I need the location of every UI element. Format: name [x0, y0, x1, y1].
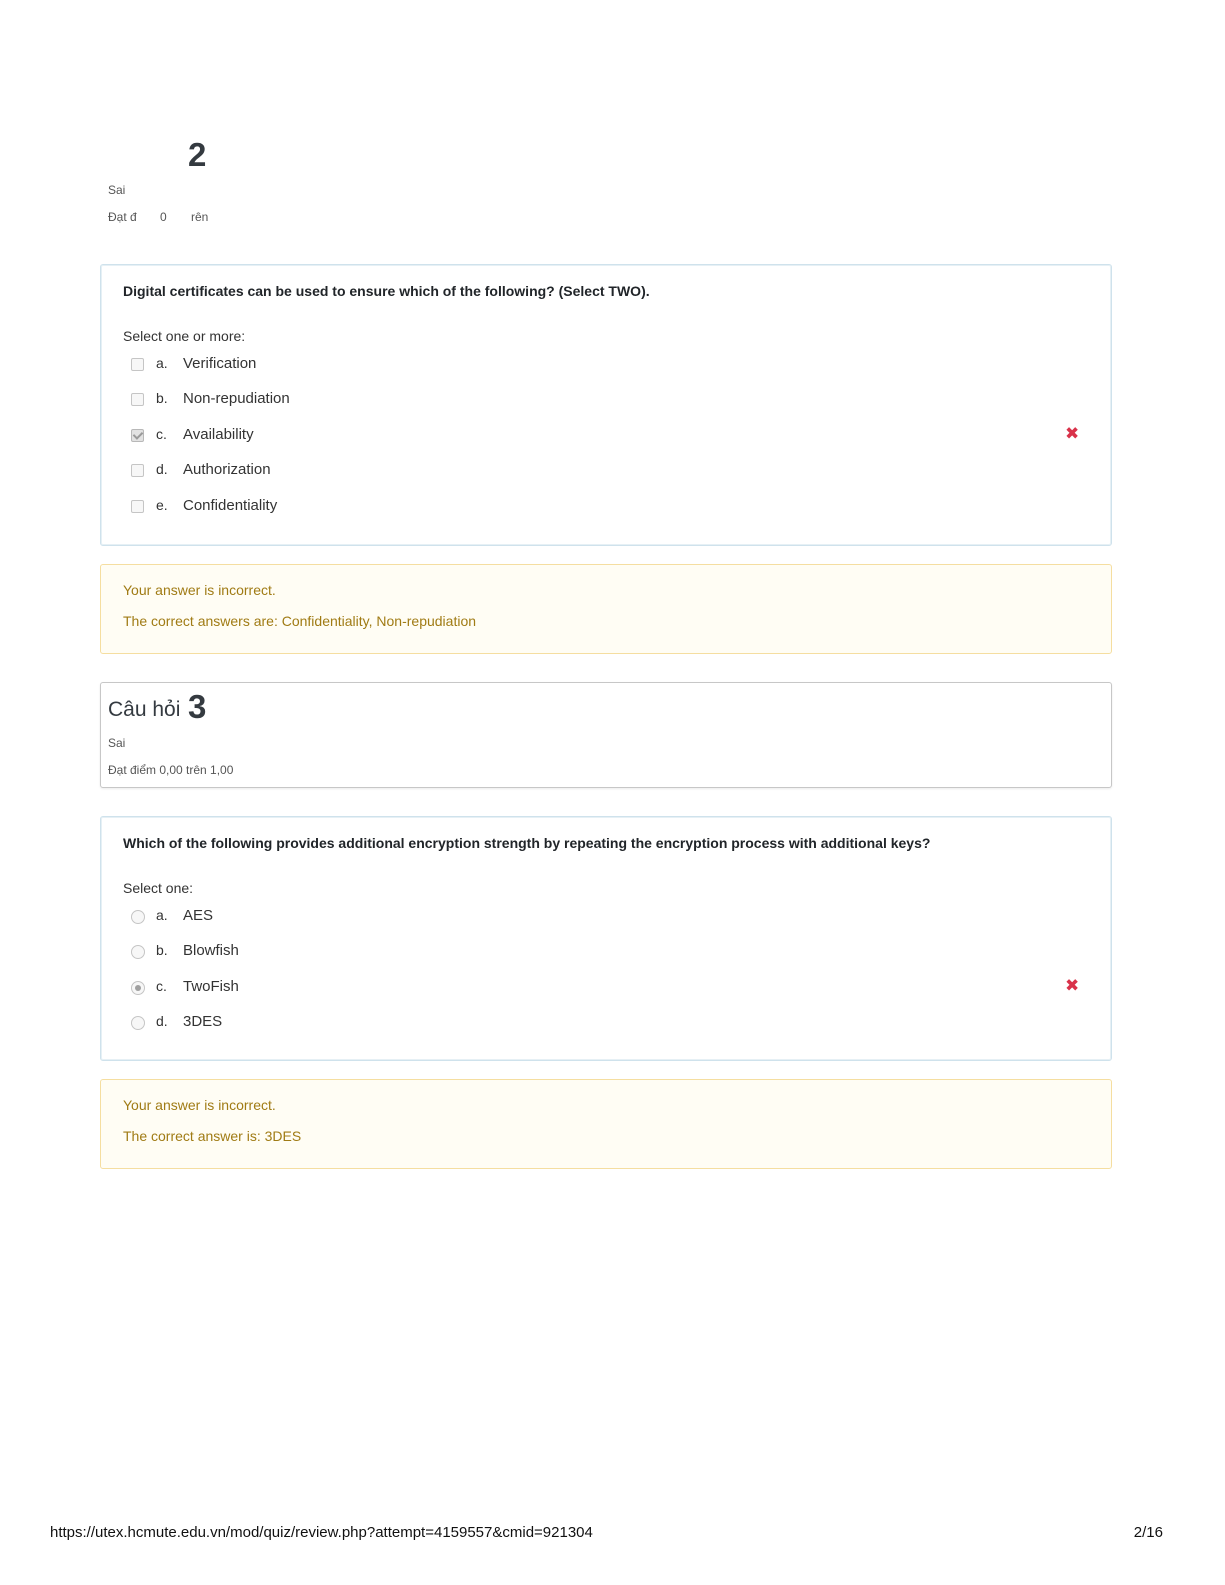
- question-grade-part: rên: [191, 210, 209, 224]
- answer-checkbox[interactable]: [131, 500, 144, 513]
- question-number: 3: [188, 688, 207, 725]
- question-status: Sai: [108, 183, 126, 197]
- answer-letter: d.: [156, 461, 168, 477]
- answer-option-c[interactable]: [129, 978, 1089, 1000]
- answer-option-a[interactable]: [129, 907, 1089, 929]
- answer-label: Confidentiality: [183, 497, 278, 514]
- question-grade: Đạt điểm 0,00 trên 1,00: [108, 763, 234, 777]
- answer-option-e[interactable]: [129, 497, 1089, 519]
- answer-option-d[interactable]: [129, 1013, 1089, 1035]
- answer-label: Verification: [183, 355, 257, 372]
- feedback-correct-answer: The correct answer is: 3DES: [123, 1128, 302, 1144]
- answer-letter: a.: [156, 907, 168, 923]
- answer-letter: b.: [156, 390, 168, 406]
- answer-checkbox[interactable]: [131, 464, 144, 477]
- incorrect-icon: ✖: [1065, 976, 1080, 995]
- answer-radio[interactable]: [131, 910, 145, 924]
- question-number: 2: [188, 136, 207, 173]
- answer-letter: a.: [156, 355, 168, 371]
- answer-option-a[interactable]: [129, 355, 1089, 377]
- question-grade-part: 0: [160, 210, 167, 224]
- answer-letter: e.: [156, 497, 168, 513]
- answer-checkbox[interactable]: [131, 393, 144, 406]
- feedback-result: Your answer is incorrect.: [123, 1097, 276, 1113]
- incorrect-icon: ✖: [1065, 424, 1080, 443]
- answer-radio-selected[interactable]: [131, 981, 145, 995]
- answer-label: Authorization: [183, 461, 271, 478]
- question-status: Sai: [108, 736, 126, 750]
- question-2-formulation: [100, 264, 1112, 546]
- answer-label: AES: [183, 907, 214, 924]
- answer-checkbox-checked[interactable]: [131, 429, 144, 442]
- question-3-info: [100, 682, 1112, 788]
- answer-label: 3DES: [183, 1013, 223, 1030]
- question-label: Câu hỏi: [108, 698, 181, 721]
- feedback-correct-answer: The correct answers are: Confidentiality, Non-repudiation: [123, 613, 477, 629]
- answer-prompt: Select one or more:: [123, 328, 246, 344]
- question-2-feedback: [100, 564, 1112, 654]
- answer-letter: c.: [156, 978, 167, 994]
- question-3-feedback: [100, 1079, 1112, 1169]
- question-2-info: [107, 130, 407, 240]
- answer-letter: b.: [156, 942, 168, 958]
- answer-label: Non-repudiation: [183, 390, 290, 407]
- answer-option-c[interactable]: [129, 426, 1089, 448]
- answer-option-d[interactable]: [129, 461, 1089, 483]
- answer-label: Availability: [183, 426, 254, 443]
- answer-radio[interactable]: [131, 1016, 145, 1030]
- question-3-formulation: [100, 816, 1112, 1061]
- page-number: 2/16: [1133, 1524, 1163, 1541]
- feedback-result: Your answer is incorrect.: [123, 582, 276, 598]
- answer-option-b[interactable]: [129, 390, 1089, 412]
- answer-prompt: Select one:: [123, 880, 194, 896]
- question-text: Digital certificates can be used to ensure which of the following? (Select TWO).: [123, 283, 650, 299]
- answer-checkbox[interactable]: [131, 358, 144, 371]
- answer-letter: c.: [156, 426, 167, 442]
- answer-letter: d.: [156, 1013, 168, 1029]
- answer-label: Blowfish: [183, 942, 239, 959]
- question-text: Which of the following provides additional encryption strength by repeating the encryption process with additional keys?: [123, 835, 931, 851]
- answer-label: TwoFish: [183, 978, 239, 995]
- answer-radio[interactable]: [131, 945, 145, 959]
- answer-option-b[interactable]: [129, 942, 1089, 964]
- page-url: https://utex.hcmute.edu.vn/mod/quiz/review.php?attempt=4159557&cmid=921304: [50, 1524, 593, 1541]
- question-grade-part: Đạt đ: [108, 210, 137, 224]
